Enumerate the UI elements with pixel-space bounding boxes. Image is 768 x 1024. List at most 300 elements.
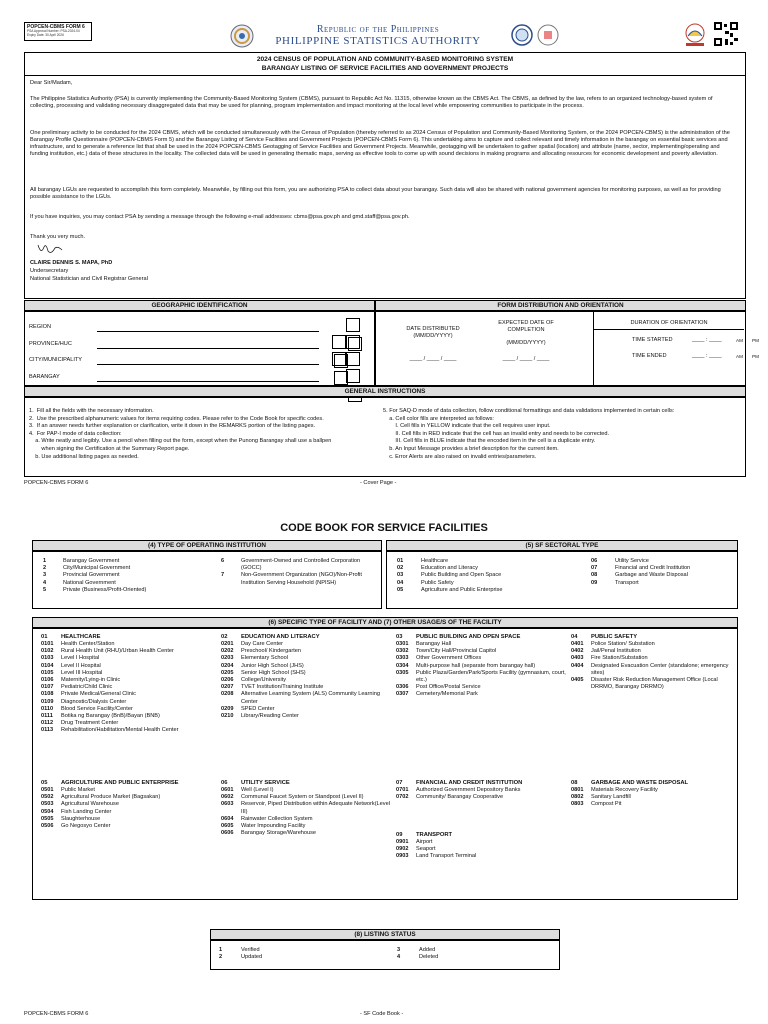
code-value: 08 — [591, 572, 598, 579]
facility-label: Barangay Storage/Warehouse — [241, 830, 317, 837]
facility-code: 0605 — [221, 823, 234, 830]
code-value: 2 — [219, 954, 223, 961]
time-started-am[interactable]: AM — [736, 338, 743, 343]
s8-list-right — [397, 947, 547, 961]
geo-header: GEOGRAPHIC IDENTIFICATION — [24, 300, 375, 311]
facility-entry — [221, 713, 393, 720]
code-value: 4 — [43, 579, 47, 586]
facility-code: 0404 — [571, 662, 584, 669]
code-entry — [397, 565, 567, 572]
facility-label: Airport — [416, 839, 433, 845]
facility-entry — [571, 794, 731, 801]
facility-label: Sanitary Landfill — [591, 794, 631, 801]
code-entry — [591, 580, 731, 587]
facility-code: 0108 — [41, 691, 54, 698]
form-title-line2: BARANGAY LISTING OF SERVICE FACILITIES AND GOVERNMENT PROJECTS — [261, 65, 509, 72]
facility-label: Preschool/ Kindergarten — [241, 648, 302, 655]
letter-paragraph-1: The Philippine Statistics Authority (PSA) is currently implementing the Community-Based Monitoring System (CBMS), pursuant to Republic Act No. 11315, otherwise known as the CBMS Act. The CBMS, as defined by the law, refers to an organized technology-based system of collecting, processing and validating necessary disaggregated data that may be used for planning, program implementation and impact monitoring at the local level while empowering communities to participate in the process. — [30, 96, 713, 109]
facility-entry — [41, 823, 217, 830]
facility-label: Post Office/Postal Service — [416, 684, 481, 691]
facility-label: Level II Hospital — [61, 662, 101, 669]
facility-group-07 — [396, 779, 568, 801]
codebook-title: CODE BOOK FOR SERVICE FACILITIES — [280, 522, 488, 534]
facility-code: 0506 — [41, 823, 54, 830]
facility-label: Communal Faucet System or Standpost (Level II) — [241, 794, 364, 801]
facility-entry — [221, 655, 393, 662]
facility-code: 0606 — [221, 830, 234, 837]
facility-code: 0303 — [396, 655, 409, 662]
facility-label: Junior High School (JHS) — [241, 662, 304, 669]
facility-entry — [396, 846, 568, 853]
s5-list-left — [397, 558, 567, 594]
facility-entry — [396, 641, 568, 648]
facility-label: Elementary School — [241, 655, 288, 662]
code-label: Financial and Credit Institution — [615, 565, 691, 572]
s5-panel — [386, 551, 738, 609]
facility-code: 0405 — [571, 677, 584, 684]
facility-code: 0104 — [41, 662, 54, 669]
facility-entry — [41, 684, 217, 691]
facility-label: Well (Level I) — [241, 787, 274, 793]
footer2-page-label: - SF Code Book - — [360, 1011, 404, 1017]
facility-label: Public Plaza/Garden/Park/Sports Facility (gymnasium, court, etc.) — [416, 669, 566, 684]
form-id-approval: PSA Approval Number: PSA-2024-04 — [27, 29, 80, 33]
code-label: City/Municipal Government — [63, 565, 131, 572]
facility-group-01 — [41, 633, 217, 735]
facility-entry — [41, 670, 217, 677]
group-code: 07 — [396, 780, 403, 786]
facility-group-header — [221, 633, 393, 641]
facility-code: 0401 — [571, 641, 584, 647]
facility-code: 0206 — [221, 677, 234, 684]
code-entry — [219, 954, 369, 961]
facility-label: Botika ng Barangay (BnB)/Bayan (BNB) — [61, 713, 160, 720]
code-value: 1 — [219, 947, 223, 953]
facility-label: Private Medical/General Clinic — [61, 691, 136, 698]
instruction-line: c. Error Alerts are also raised on invalid entries/parameters. — [383, 453, 537, 460]
province-field[interactable] — [97, 348, 319, 349]
facility-entry — [396, 853, 568, 860]
code-label: Education and Literacy — [421, 565, 478, 572]
facility-code: 0701 — [396, 787, 409, 793]
instruction-line: 5. For SAQ-D mode of data collection, follow conditional formattings and data validations implemented in certain cells: — [383, 408, 675, 414]
facility-entry — [41, 655, 217, 662]
facility-code: 0103 — [41, 655, 54, 662]
facility-label: Public Market — [61, 787, 95, 793]
code-value: 1 — [43, 558, 47, 564]
facility-code: 0603 — [221, 801, 234, 808]
facility-code: 0307 — [396, 691, 409, 698]
facility-label: Water Impounding Facility — [241, 823, 306, 830]
facility-entry — [571, 663, 731, 677]
facility-code: 0304 — [396, 662, 409, 669]
facility-code: 0301 — [396, 641, 409, 647]
facility-code: 0504 — [41, 808, 54, 815]
s8-panel — [210, 940, 560, 970]
code-value: 01 — [397, 558, 404, 564]
facility-entry — [221, 648, 393, 655]
code-label: Non-Government Organization (NGO)/Non-Profit Institution Serving Household (NPISH) — [241, 572, 362, 586]
facility-group-04 — [571, 633, 731, 691]
instructions-panel — [24, 397, 746, 477]
footer2-form-label: POPCEN-CBMS FORM 6 — [24, 1011, 89, 1017]
facility-entry — [221, 794, 393, 801]
instruction-line: 1. Fill all the fields with the necessary information. — [29, 408, 154, 414]
signatory-name: CLAIRE DENNIS S. MAPA, PhD — [30, 260, 113, 266]
facility-entry — [571, 787, 731, 794]
code-label: Private (Business/Profit-Oriented) — [63, 586, 147, 593]
facility-code: 0205 — [221, 669, 234, 676]
code-entry — [397, 587, 567, 594]
code-value: 03 — [397, 572, 404, 579]
group-code: 02 — [221, 634, 228, 640]
letter-paragraph-3: All barangay LGUs are requested to accomplish this form completely. Meanwhile, by filling out this form, you are authorizing PSA to collect data about your barangay. Such data will also be shared with national government agencies for monitoring purposes, as well as for providing possible assistance to the LGUs. — [30, 187, 721, 200]
code-value: 2 — [43, 565, 47, 572]
cbms-logo-icon — [537, 24, 559, 46]
code-label: Barangay Government — [63, 558, 120, 564]
facility-code: 0505 — [41, 815, 54, 822]
facility-code: 0604 — [221, 815, 234, 822]
facility-label: Library/Reading Center — [241, 713, 299, 720]
group-code: 06 — [221, 780, 228, 786]
republic-label: Republic of the Philippines — [316, 24, 440, 35]
code-value: 4 — [397, 954, 401, 961]
facility-code: 0602 — [221, 794, 234, 801]
facility-label: Community/ Barangay Cooperative — [416, 794, 504, 801]
facility-code: 0203 — [221, 655, 234, 662]
time-ended-field[interactable]: ____ : ____ — [692, 353, 722, 359]
instruction-line: when signing the Certification at the Summary Report page. — [29, 445, 190, 452]
form-title-line1: 2024 CENSUS OF POPULATION AND COMMUNITY-BASED MONITORING SYSTEM — [256, 56, 514, 63]
instruction-line: b. Use additional listing pages as needed. — [29, 453, 139, 460]
code-entry — [397, 558, 567, 565]
facility-code: 0201 — [221, 641, 234, 647]
facility-entry — [396, 794, 568, 801]
facility-code: 0903 — [396, 853, 409, 860]
facility-label: Rural Health Unit (RHU)/Urban Health Center — [61, 648, 174, 655]
code-value: 7 — [221, 572, 225, 579]
facility-entry — [41, 816, 217, 823]
facility-entry — [221, 677, 393, 684]
time-started-pm[interactable]: PM — [752, 338, 759, 343]
group-code: 08 — [571, 780, 578, 786]
code-entry — [397, 947, 547, 954]
psa-label: PHILIPPINE STATISTICS AUTHORITY — [275, 35, 481, 47]
code-label: Transport — [615, 579, 639, 586]
facility-label: Level I Hospital — [61, 655, 100, 662]
facility-group-05 — [41, 779, 217, 830]
facility-code: 0901 — [396, 839, 409, 845]
cover-letter — [24, 74, 746, 299]
facility-entry — [221, 816, 393, 823]
facility-entry — [396, 691, 568, 698]
facility-label: Agricultural Produce Market (Bagsakan) — [61, 794, 161, 801]
facility-group-header — [571, 633, 731, 641]
instructions-header: GENERAL INSTRUCTIONS — [24, 386, 746, 397]
s4-list-right — [221, 558, 371, 587]
code-value: 3 — [43, 572, 47, 579]
instructions-left — [29, 408, 379, 461]
facility-label: Rainwater Collection System — [241, 815, 313, 822]
region-field[interactable] — [97, 331, 319, 332]
code-entry — [219, 947, 369, 954]
city-field[interactable] — [97, 364, 319, 365]
facility-entry — [571, 641, 731, 648]
facility-label: Pediatric/Child Clinic — [61, 684, 113, 691]
facility-code: 0403 — [571, 655, 584, 662]
group-code: 04 — [571, 634, 578, 640]
facility-entry — [221, 641, 393, 648]
facility-label: Cemetery/Memorial Park — [416, 691, 478, 698]
facility-code: 0102 — [41, 648, 54, 655]
bagong-pilipinas-logo-icon — [680, 22, 710, 48]
facility-label: Multi-purpose hall (separate from barangay hall) — [416, 662, 536, 669]
facility-code: 0801 — [571, 787, 584, 793]
facility-entry — [41, 648, 217, 655]
facility-code: 0209 — [221, 705, 234, 712]
facility-label: Maternity/Lying-in Clinic — [61, 677, 121, 684]
s5-header: (5) SF SECTORAL TYPE — [386, 540, 738, 551]
group-code: 01 — [41, 634, 48, 640]
facility-code: 0306 — [396, 684, 409, 691]
facility-entry — [41, 713, 217, 720]
letter-paragraph-4: If you have inquiries, you may contact PSA by sending a message through the following e-mail addresses: cbms@psa.gov.ph and gmd.staff@psa.gov.ph. — [30, 214, 410, 220]
facility-code: 0207 — [221, 684, 234, 691]
group-title: EDUCATION AND LITERACY — [241, 634, 320, 640]
facility-group-header — [396, 779, 568, 787]
code-value: 09 — [591, 579, 598, 586]
code-entry — [43, 558, 213, 565]
facility-label: Seaport — [416, 846, 436, 853]
instruction-line: a. Write neatly and legibly. Use a pencil when filling out the form, except when the Punong Barangay shall use a ballpen — [29, 438, 332, 445]
facility-label: College/University — [241, 677, 287, 684]
group-title: PUBLIC BUILDING AND OPEN SPACE — [416, 634, 521, 640]
facility-code: 0110 — [41, 705, 54, 712]
s4-header: (4) TYPE OF OPERATING INSTITUTION — [32, 540, 382, 551]
region-label: REGION — [29, 324, 52, 330]
code-entry — [43, 580, 213, 587]
facility-label: Town/City Hall/Provincial Capitol — [416, 648, 497, 655]
census-logo-icon — [230, 24, 254, 48]
group-title: AGRICULTURE AND PUBLIC ENTERPRISE — [61, 780, 179, 786]
letter-closing: Thank you very much. — [30, 234, 86, 240]
facility-entry — [221, 684, 393, 691]
code-value: 6 — [221, 558, 225, 564]
facility-entry — [41, 794, 217, 801]
facility-code: 0204 — [221, 662, 234, 669]
code-entry — [591, 558, 731, 565]
group-title: HEALTHCARE — [61, 634, 101, 640]
code-label: Public Safety — [421, 579, 454, 586]
qr-code-icon — [713, 21, 739, 47]
dist-panel — [375, 311, 759, 386]
facility-group-header — [396, 633, 568, 641]
facility-code: 0702 — [396, 794, 409, 801]
facility-group-header — [571, 779, 731, 787]
geo-panel — [24, 311, 375, 386]
signatory-position-2: National Statistician and Civil Registrar General — [30, 276, 148, 282]
code-label: Public Building and Open Space — [421, 572, 502, 579]
code-label: Deleted — [419, 954, 439, 961]
facility-code: 0109 — [41, 698, 54, 705]
facility-entry — [396, 787, 568, 794]
footer-page-label: - Cover Page - — [360, 480, 397, 486]
orientation-duration-label: DURATION OF ORIENTATION — [630, 320, 708, 326]
code-entry — [591, 572, 731, 579]
facility-entry — [41, 663, 217, 670]
facility-entry — [571, 648, 731, 655]
facility-label: Blood Service Facility/Center — [61, 705, 133, 712]
expected-completion-label: EXPECTED DATE OF COMPLETION — [498, 320, 554, 333]
signature-mark — [35, 241, 65, 257]
facility-label: Reservoir, Piped Distribution within Adequate Network(Level III) — [241, 801, 390, 815]
instruction-line: a. Cell color fills are interpreted as follows: — [383, 415, 494, 422]
code-label: Healthcare — [421, 558, 449, 564]
facility-entry — [571, 801, 731, 808]
facility-code: 0402 — [571, 648, 584, 655]
barangay-field[interactable] — [97, 381, 319, 382]
facility-entry — [41, 677, 217, 684]
time-started-field[interactable]: ____ : ____ — [692, 337, 722, 343]
facility-code: 0803 — [571, 801, 584, 808]
facility-entry — [221, 706, 393, 713]
group-title: PUBLIC SAFETY — [591, 634, 638, 640]
s6-groups — [41, 633, 731, 895]
code-label: Utility Service — [615, 558, 649, 564]
facility-label: Materials Recovery Facility — [591, 787, 658, 793]
code-entry — [43, 587, 213, 594]
facility-label: Alternative Learning System (ALS) Community Learning Center — [241, 691, 380, 705]
code-value: 06 — [591, 558, 598, 564]
letter-paragraph-2: One preliminary activity to be conducted for the 2024 CBMS, which will be conducted simultaneously with the Census of Population (thereby referred to as 2024 Census of Population and Community-Based Monitoring System, or the 2024 POPCEN-CBMS) is the administration of the Barangay Profile Questionnaire (POPCEN-CBMS Form 5) and the Barangay Listing of Service Facilities and Government Projects (POPCEN-CBMS Form 6). This undertaking aims to capture and collect relevant and timely information in the barangay on essential basic services and infrastructure, and to generate a reference list that shall be used in the 2024 POPCEN-CBMS Geotagging of Service Facilities and Government Projects. Meanwhile, geotagging will be undertaken to gather spatial (location) and attribute (name, sector, implementing/operating and funding institution, etc.) data of these structures in the locality. The collected data will be used in generating thematic maps, serving as effective tools to come up with sound decisions in making programs and allocating resources for economic development and poverty alleviation. — [30, 130, 730, 157]
salutation: Dear Sir/Madam, — [30, 80, 73, 86]
facility-group-09 — [396, 831, 568, 861]
code-label: Garbage and Waste Disposal — [615, 572, 688, 579]
facility-entry — [396, 663, 568, 670]
facility-entry — [221, 691, 393, 705]
instruction-line: I. Cell fills in YELLOW indicate that the cell requires user input. — [383, 423, 551, 430]
facility-group-header — [221, 779, 393, 787]
code-entry — [591, 565, 731, 572]
facility-label: Senior High School (SHS) — [241, 669, 306, 676]
group-code: 05 — [41, 780, 48, 786]
instructions-right — [383, 408, 743, 461]
time-started-label: TIME STARTED — [632, 337, 673, 343]
facility-entry — [571, 677, 731, 691]
facility-group-08 — [571, 779, 731, 809]
code-entry — [221, 558, 371, 572]
facility-entry — [396, 839, 568, 846]
facility-group-header — [396, 831, 568, 839]
facility-label: Other Government Offices — [416, 655, 482, 662]
facility-label: Fish Landing Center — [61, 808, 112, 815]
instruction-line: 4. For PAP-I mode of data collection: — [29, 430, 122, 437]
code-label: Added — [419, 947, 436, 953]
instruction-line: b. An Input Message provides a brief description for the current item. — [383, 445, 559, 452]
facility-code: 0302 — [396, 648, 409, 655]
facility-label: Authorized Government Depository Banks — [416, 787, 521, 793]
facility-entry — [41, 706, 217, 713]
facility-entry — [41, 641, 217, 648]
facility-entry — [221, 663, 393, 670]
facility-entry — [41, 691, 217, 698]
facility-entry — [396, 670, 568, 684]
facility-code: 0305 — [396, 669, 409, 676]
facility-label: Jail/Penal Institution — [591, 648, 641, 655]
city-label: CITY/MUNICIPALITY — [29, 357, 83, 363]
facility-group-header — [41, 779, 217, 787]
facility-entry — [221, 787, 393, 794]
facility-code: 0113 — [41, 727, 54, 734]
s8-header: (8) LISTING STATUS — [210, 929, 560, 940]
date-distributed-label: DATE DISTRIBUTED — [406, 326, 460, 332]
form-title — [24, 52, 746, 76]
group-title: GARBAGE AND WASTE DISPOSAL — [591, 780, 689, 786]
instruction-line: 2. Use the prescribed alphanumeric values for items requiring codes. Please refer to the Code Book for specific codes. — [29, 415, 324, 422]
expected-completion-field[interactable]: ____ / ____ / ____ — [502, 356, 550, 362]
facility-group-02 — [221, 633, 393, 720]
facility-label: Fire Station/Substation — [591, 655, 648, 662]
facility-label: Police Station/ Substation — [591, 641, 655, 647]
group-title: TRANSPORT — [416, 832, 453, 838]
instruction-line: II. Cell fills in RED indicate that the cell has an invalid entry and needs to be corrected. — [383, 430, 610, 437]
code-label: Government-Owned and Controlled Corporation (GOCC) — [241, 558, 361, 572]
dist-header: FORM DISTRIBUTION AND ORIENTATION — [375, 300, 746, 311]
s6-header: (6) SPECIFIC TYPE OF FACILITY AND (7) OTHER USAGE/S OF THE FACILITY — [32, 617, 738, 628]
expected-completion-format: (MM/DD/YYYY) — [506, 340, 546, 346]
s8-list-left — [219, 947, 369, 961]
facility-code: 0111 — [41, 713, 53, 720]
code-entry — [43, 572, 213, 579]
group-title: FINANCIAL AND CREDIT INSTITUTION — [416, 780, 523, 786]
facility-entry — [221, 830, 393, 837]
facility-label: Slaughterhouse — [61, 815, 101, 822]
time-ended-pm[interactable]: PM — [752, 354, 759, 359]
instruction-line: III. Cell fills in BLUE indicate that the encoded item in the cell is a duplicate entry. — [383, 438, 596, 445]
facility-group-06 — [221, 779, 393, 837]
facility-label: Land Transport Terminal — [416, 853, 477, 860]
facility-code: 0112 — [41, 720, 54, 727]
facility-entry — [41, 720, 217, 727]
s5-list-right — [591, 558, 731, 587]
facility-entry — [41, 727, 217, 734]
facility-code: 0503 — [41, 801, 54, 808]
facility-label: Rehabilitation/Habilitation/Mental Health Center — [61, 727, 179, 734]
code-entry — [397, 572, 567, 579]
s4-list-left — [43, 558, 213, 594]
code-value: 07 — [591, 565, 598, 572]
facility-entry — [221, 801, 393, 815]
facility-entry — [41, 809, 217, 816]
facility-entry — [221, 823, 393, 830]
facility-code: 0106 — [41, 677, 54, 684]
facility-label: Barangay Hall — [416, 641, 452, 647]
facility-code: 0208 — [221, 691, 234, 698]
facility-label: TVET Institution/Training Institute — [241, 684, 324, 691]
facility-group-03 — [396, 633, 568, 699]
code-value: 04 — [397, 579, 404, 586]
facility-label: Agricultural Warehouse — [61, 801, 119, 808]
date-distributed-field[interactable]: ____ / ____ / ____ — [409, 356, 457, 362]
facility-entry — [396, 655, 568, 662]
facility-entry — [396, 684, 568, 691]
s6-panel — [32, 628, 738, 900]
facility-entry — [571, 655, 731, 662]
footer-form-label: POPCEN-CBMS FORM 6 — [24, 480, 89, 486]
facility-code: 0107 — [41, 684, 54, 691]
code-value: 02 — [397, 565, 404, 572]
time-ended-am[interactable]: AM — [736, 354, 743, 359]
